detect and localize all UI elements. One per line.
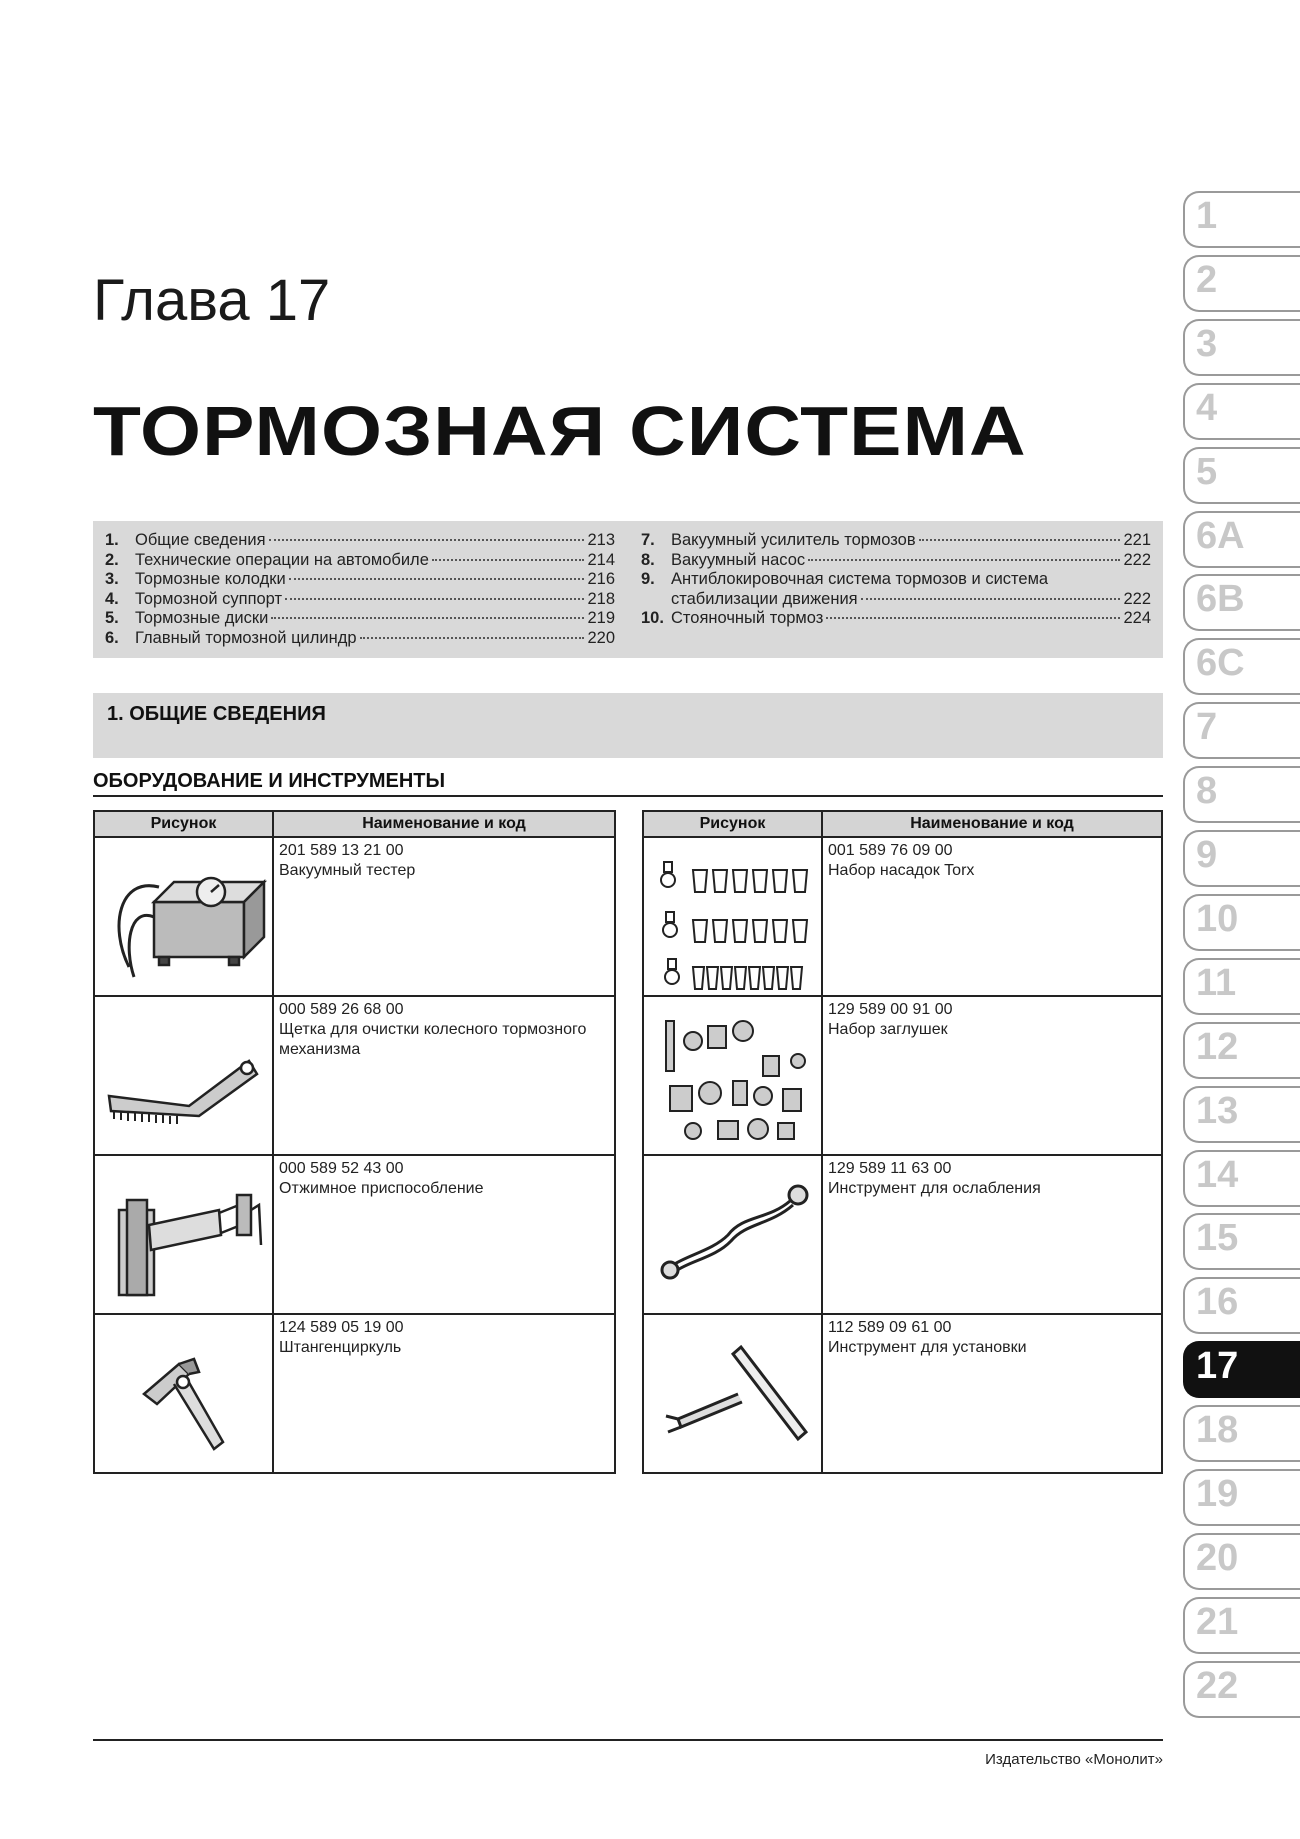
- chapter-tab-3[interactable]: 3: [1183, 319, 1300, 376]
- toc-item: [105, 629, 615, 649]
- tool-description: [273, 1314, 615, 1473]
- chapter-tab-7[interactable]: 7: [1183, 702, 1300, 759]
- toc-item-page: 221: [1123, 531, 1151, 549]
- toc-leader-dots: [269, 539, 585, 541]
- chapter-tab-4[interactable]: 4: [1183, 383, 1300, 440]
- chapter-tab-8[interactable]: 8: [1183, 766, 1300, 823]
- tool-description: [822, 996, 1162, 1155]
- tool-code: 129 589 11 63 00: [828, 1160, 952, 1177]
- chapter-tab-11[interactable]: 11: [1183, 958, 1300, 1015]
- toc-item-page: 213: [587, 531, 615, 549]
- toc-item-page: 222: [1123, 589, 1151, 608]
- toc-leader-dots: [360, 637, 585, 639]
- toc-item: [641, 609, 1151, 629]
- toc-item-page: 216: [587, 570, 615, 589]
- toc-item-page: 220: [587, 628, 615, 647]
- toc-column-left: [105, 531, 615, 649]
- tools-table-left: [93, 810, 616, 1474]
- toc-leader-dots: [432, 559, 585, 561]
- toc-column-right: [641, 531, 1151, 629]
- tool-code: 129 589 00 91 00: [828, 1001, 953, 1018]
- table-row: [643, 1314, 1162, 1473]
- toc-item: [641, 570, 1151, 590]
- chapter-tab-6a[interactable]: 6A: [1183, 511, 1300, 568]
- piston-press-icon: [94, 1155, 273, 1314]
- tool-name: Набор заглушек: [828, 1021, 948, 1038]
- chapter-tab-18[interactable]: 18: [1183, 1405, 1300, 1462]
- tool-code: 112 589 09 61 00: [828, 1319, 952, 1336]
- tool-name: Щетка для очистки колесного тормозного механизма: [279, 1021, 587, 1058]
- chapter-tab-16[interactable]: 16: [1183, 1277, 1300, 1334]
- tools-table-right: [642, 810, 1163, 1474]
- toc-item-page: 222: [1123, 550, 1151, 569]
- toc-item-number: 6.: [105, 628, 119, 647]
- toc-item-page: 219: [587, 609, 615, 628]
- toc-item-title: Вакуумный насос: [671, 550, 806, 569]
- plug-set-icon: [643, 996, 822, 1155]
- torx-set-icon: [643, 837, 822, 996]
- toc-item: [641, 590, 1151, 610]
- toc-item-title: Тормозные диски: [135, 609, 269, 628]
- toc-leader-dots: [861, 598, 1121, 600]
- tool-code: 201 589 13 21 00: [279, 842, 404, 859]
- chapter-tab-17[interactable]: 17: [1183, 1341, 1300, 1398]
- chapter-tab-12[interactable]: 12: [1183, 1022, 1300, 1079]
- column-header-name: Наименование и код: [822, 811, 1162, 837]
- toc-item-number: 10.: [641, 609, 664, 628]
- toc-item-number: 1.: [105, 531, 119, 549]
- column-header-picture: Рисунок: [94, 811, 273, 837]
- tool-name: Инструмент для установки: [828, 1339, 1027, 1356]
- toc-item: [105, 570, 615, 590]
- toc-item-number: 8.: [641, 550, 655, 569]
- section-heading: 1. ОБЩИЕ СВЕДЕНИЯ: [93, 693, 1163, 758]
- chapter-tab-21[interactable]: 21: [1183, 1597, 1300, 1654]
- chapter-tab-15[interactable]: 15: [1183, 1213, 1300, 1270]
- tool-code: 001 589 76 09 00: [828, 842, 953, 859]
- toc-item: [105, 551, 615, 571]
- toc-leader-dots: [285, 598, 584, 600]
- table-of-contents: [93, 521, 1163, 658]
- footer-rule: [93, 1739, 1163, 1741]
- toc-item-title: Главный тормозной цилиндр: [135, 628, 357, 647]
- toc-item-number: 7.: [641, 531, 655, 549]
- chapter-tab-14[interactable]: 14: [1183, 1150, 1300, 1207]
- toc-leader-dots: [271, 617, 584, 619]
- toc-leader-dots: [289, 578, 585, 580]
- toc-item-title: Стояночный тормоз: [671, 609, 824, 628]
- toc-item-number: 9.: [641, 570, 655, 589]
- chapter-tab-13[interactable]: 13: [1183, 1086, 1300, 1143]
- toc-item: [641, 551, 1151, 571]
- tool-name: Отжимное приспособление: [279, 1180, 484, 1197]
- toc-leader-dots: [919, 539, 1121, 541]
- chapter-tab-9[interactable]: 9: [1183, 830, 1300, 887]
- tool-description: [822, 1314, 1162, 1473]
- toc-item-title: Тормозные колодки: [135, 570, 286, 589]
- tool-description: [273, 1155, 615, 1314]
- chapter-tab-5[interactable]: 5: [1183, 447, 1300, 504]
- table-row: [94, 1155, 615, 1314]
- publisher: Издательство «Монолит»: [985, 1751, 1163, 1768]
- toc-item-page: 224: [1123, 609, 1151, 628]
- toc-item-title: Тормозной суппорт: [135, 589, 283, 608]
- chapter-tab-22[interactable]: 22: [1183, 1661, 1300, 1718]
- table-row: [643, 837, 1162, 996]
- chapter-tab-1[interactable]: 1: [1183, 191, 1300, 248]
- tool-description: [273, 837, 615, 996]
- toc-item-title: Технические операции на автомобиле: [135, 550, 429, 569]
- wire-brush-icon: [94, 996, 273, 1155]
- chapter-title: ТОРМОЗНАЯ СИСТЕМА: [93, 392, 1027, 470]
- chapter-tab-2[interactable]: 2: [1183, 255, 1300, 312]
- vacuum-tester-icon: [94, 837, 273, 996]
- toc-item-title: Общие сведения: [135, 531, 266, 549]
- toc-item: [105, 609, 615, 629]
- chapter-tab-20[interactable]: 20: [1183, 1533, 1300, 1590]
- tool-name: Штангенциркуль: [279, 1339, 402, 1356]
- chapter-tab-19[interactable]: 19: [1183, 1469, 1300, 1526]
- chapter-tab-6b[interactable]: 6B: [1183, 574, 1300, 631]
- caliper-gauge-icon: [94, 1314, 273, 1473]
- table-row: [94, 996, 615, 1155]
- toc-item: [641, 531, 1151, 551]
- toc-item-title: Антиблокировочная система тормозов и система: [671, 570, 1049, 589]
- release-tool-icon: [643, 1155, 822, 1314]
- tool-description: [822, 837, 1162, 996]
- toc-item-title: Вакуумный усилитель тормозов: [671, 531, 916, 549]
- table-row: [94, 1314, 615, 1473]
- toc-leader-dots: [808, 559, 1120, 561]
- chapter-tab-10[interactable]: 10: [1183, 894, 1300, 951]
- toc-leader-dots: [826, 617, 1120, 619]
- toc-item-number: 5.: [105, 609, 119, 628]
- tool-code: 000 589 26 68 00: [279, 1001, 404, 1018]
- toc-item-number: 4.: [105, 589, 119, 608]
- toc-item-number: 2.: [105, 550, 119, 569]
- toc-item-page: 214: [587, 550, 615, 569]
- toc-item-number: 3.: [105, 570, 119, 589]
- column-header-picture: Рисунок: [643, 811, 822, 837]
- table-row: [643, 1155, 1162, 1314]
- toc-item: [105, 531, 615, 551]
- tool-name: Набор насадок Torx: [828, 862, 975, 879]
- tool-name: Вакуумный тестер: [279, 862, 416, 879]
- toc-item-title: стабилизации движения: [671, 589, 858, 608]
- install-tool-icon: [643, 1314, 822, 1473]
- chapter-tab-6c[interactable]: 6C: [1183, 638, 1300, 695]
- table-row: [94, 837, 615, 996]
- toc-item: [105, 590, 615, 610]
- table-row: [643, 996, 1162, 1155]
- tool-description: [273, 996, 615, 1155]
- column-header-name: Наименование и код: [273, 811, 615, 837]
- equipment-heading: ОБОРУДОВАНИЕ И ИНСТРУМЕНТЫ: [93, 770, 1163, 797]
- tool-description: [822, 1155, 1162, 1314]
- toc-item-page: 218: [587, 589, 615, 608]
- tool-code: 124 589 05 19 00: [279, 1319, 404, 1336]
- tool-name: Инструмент для ослабления: [828, 1180, 1041, 1197]
- tool-code: 000 589 52 43 00: [279, 1160, 404, 1177]
- chapter-label: Глава 17: [93, 268, 331, 333]
